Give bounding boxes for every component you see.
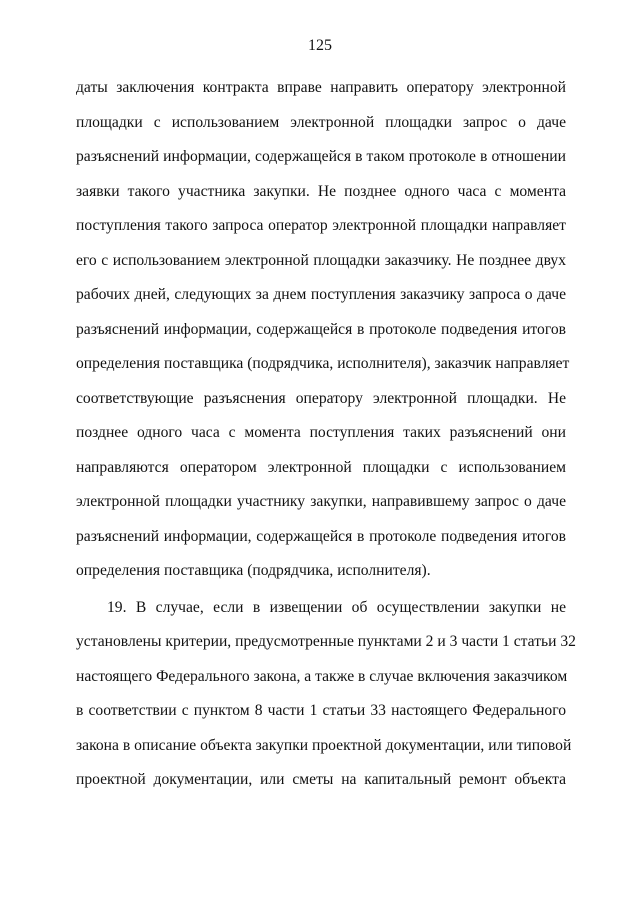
text-line: электронной площадки участнику закупки, направившему запрос о даче xyxy=(76,493,566,510)
text-line: определения поставщика (подрядчика, исполнителя). xyxy=(76,562,431,579)
text-line: площадки с использованием электронной площадки запрос о даче xyxy=(76,113,566,131)
text-line: направляются оператором электронной площадки с использованием xyxy=(76,458,566,476)
text-line: рабочих дней, следующих за днем поступления заказчику запроса о даче xyxy=(76,286,566,303)
text-line: настоящего Федерального закона, а также в случае включения заказчиком xyxy=(76,667,568,685)
text-line: в соответствии с пунктом 8 части 1 статьи 33 настоящего Федерального xyxy=(76,702,566,719)
text-line: закона в описание объекта закупки проектной документации, или типовой xyxy=(76,736,572,754)
paragraph-19 xyxy=(76,596,576,803)
text-line: проектной документации, или сметы на капитальный ремонт объекта xyxy=(76,771,566,788)
text-line: разъяснений информации, содержащейся в протоколе подведения итогов xyxy=(76,527,566,545)
text-line: позднее одного часа с момента поступления таких разъяснений они xyxy=(76,424,566,441)
document-body xyxy=(76,76,576,803)
paragraph xyxy=(76,76,570,594)
text-line: его с использованием электронной площадки заказчику. Не позднее двух xyxy=(76,251,566,269)
text-line: установлены критерии, предусмотренные пунктами 2 и 3 части 1 статьи 32 xyxy=(76,633,576,650)
page-number: 125 xyxy=(308,37,332,54)
text-line: поступления такого запроса оператор электронной площадки направляет xyxy=(76,217,566,234)
text-line: определения поставщика (подрядчика, исполнителя), заказчик направляет xyxy=(76,355,570,372)
text-line: заявки такого участника закупки. Не позднее одного часа с момента xyxy=(76,182,566,200)
text-line: разъяснений информации, содержащейся в протоколе подведения итогов xyxy=(76,320,566,338)
text-line: даты заключения контракта вправе направить оператору электронной xyxy=(76,79,566,96)
text-line: соответствующие разъяснения оператору электронной площадки. Не xyxy=(76,389,566,407)
text-line: разъяснений информации, содержащейся в таком протоколе в отношении xyxy=(76,148,566,165)
text-line: 19. В случае, если в извещении об осуществлении закупки не xyxy=(107,598,566,616)
